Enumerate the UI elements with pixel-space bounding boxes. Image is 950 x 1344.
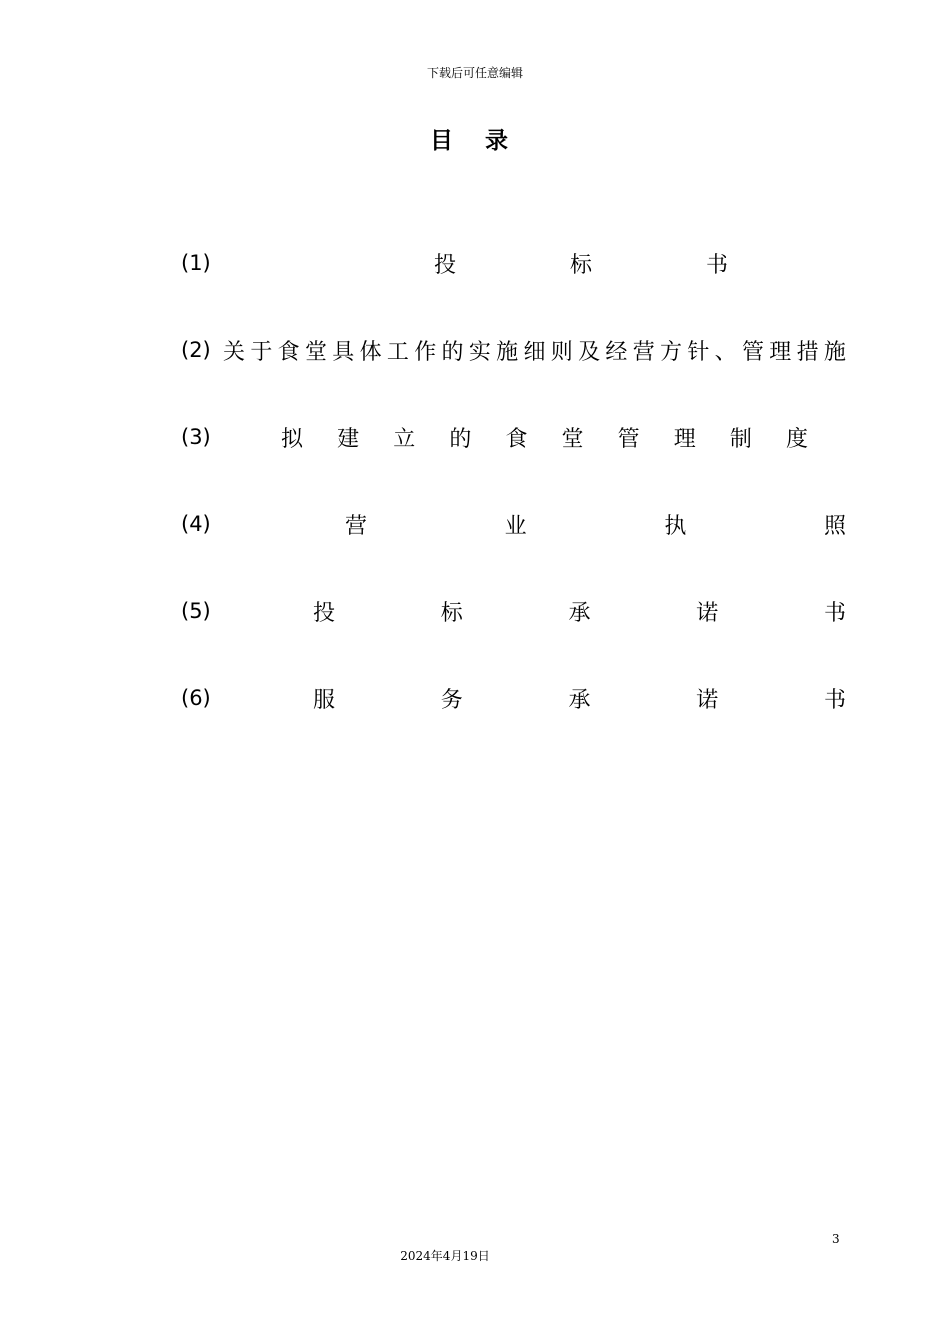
toc-item-number: (5): [181, 599, 211, 623]
toc-item-label: [221, 509, 846, 540]
toc-item-char: 管: [617, 426, 640, 452]
toc-item-char: 施: [823, 339, 846, 365]
toc-item-char: 诺: [696, 600, 719, 626]
toc-item-char: 堂: [561, 426, 584, 452]
toc-item-char: 营: [632, 339, 655, 365]
toc-item: [181, 594, 846, 628]
toc-item-char: 食: [505, 426, 528, 452]
toc-item-char: 书: [705, 252, 728, 278]
table-of-contents: [181, 246, 846, 768]
page-title: 目 录: [429, 128, 520, 154]
toc-item: [181, 420, 846, 454]
toc-item-label: [221, 683, 846, 714]
toc-item-char: 作: [414, 339, 437, 365]
toc-item-char: 投: [313, 600, 336, 626]
toc-item-char: 度: [785, 426, 808, 452]
toc-item-char: 理: [673, 426, 696, 452]
toc-item-label: [221, 422, 846, 453]
toc-item-char: 诺: [696, 687, 719, 713]
toc-item-char: 关: [223, 339, 246, 365]
toc-item-char: 措: [796, 339, 819, 365]
toc-item-char: 承: [568, 600, 591, 626]
toc-item-char: 承: [568, 687, 591, 713]
toc-item: [181, 246, 846, 280]
toc-item-char: 服: [313, 687, 336, 713]
toc-item-char: 拟: [281, 426, 304, 452]
toc-item: [181, 681, 846, 715]
toc-item-char: 制: [729, 426, 752, 452]
toc-item-label: [221, 248, 846, 279]
toc-item-char: 具: [332, 339, 355, 365]
toc-item-number: (4): [181, 512, 211, 536]
toc-item-char: 执: [664, 513, 687, 539]
toc-item-char: 施: [496, 339, 519, 365]
page-number: 3: [832, 1232, 840, 1246]
toc-item-char: 则: [550, 339, 573, 365]
toc-item-char: 务: [440, 687, 463, 713]
toc-item-number: (1): [181, 251, 211, 275]
toc-item-char: 于: [250, 339, 273, 365]
toc-item-char: 经: [605, 339, 628, 365]
toc-item-char: 书: [823, 687, 846, 713]
toc-item-char: 立: [393, 426, 416, 452]
toc-item-char: 管: [741, 339, 764, 365]
toc-item-char: 方: [660, 339, 683, 365]
toc-item-char: 的: [441, 339, 464, 365]
toc-item-char: 照: [823, 513, 846, 539]
toc-item-char: 及: [578, 339, 601, 365]
toc-item-char: 书: [823, 600, 846, 626]
toc-item-char: 的: [449, 426, 472, 452]
toc-item-char: 堂: [304, 339, 327, 365]
toc-item-label: [221, 596, 846, 627]
toc-item-number: (3): [181, 425, 211, 449]
toc-item-char: 针: [687, 339, 710, 365]
toc-item-char: 理: [769, 339, 792, 365]
toc-item-char: 实: [468, 339, 491, 365]
toc-item-char: 细: [523, 339, 546, 365]
toc-item-number: (6): [181, 686, 211, 710]
toc-item-char: 业: [504, 513, 527, 539]
toc-item-char: 食: [277, 339, 300, 365]
toc-item-char: 标: [440, 600, 463, 626]
page-header: 下载后可任意编辑: [426, 66, 523, 80]
toc-item-char: 体: [359, 339, 382, 365]
toc-item-char: 、: [714, 339, 737, 365]
footer-date: 2024年4月19日: [400, 1249, 490, 1263]
toc-item-char: 标: [569, 252, 592, 278]
toc-item: [181, 333, 846, 367]
toc-item-char: 建: [337, 426, 360, 452]
toc-item: [181, 507, 846, 541]
toc-item-number: (2): [181, 338, 211, 362]
toc-item-label: [221, 335, 846, 366]
toc-item-char: 工: [386, 339, 409, 365]
toc-item-char: 投: [434, 252, 457, 278]
toc-item-char: 营: [345, 513, 368, 539]
